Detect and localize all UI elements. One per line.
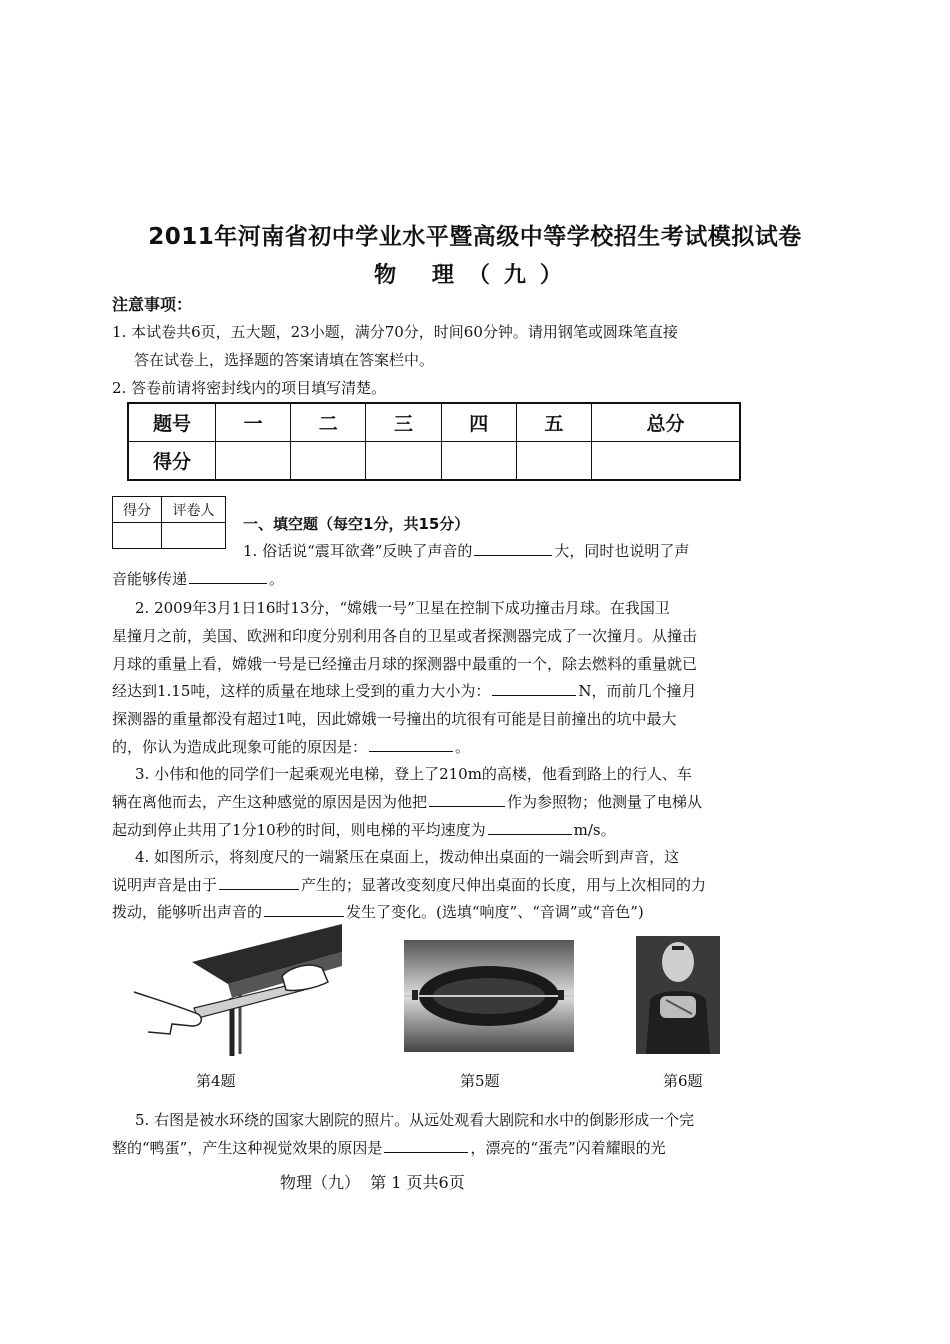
answer-blank[interactable] <box>488 820 572 835</box>
question-text: 起动到停止共用了1分10秒的时间，则电梯的平均速度为 <box>112 821 486 839</box>
ruler-desk-figure <box>132 922 344 1058</box>
answer-blank[interactable] <box>264 902 344 917</box>
question-2-line-3: 月球的重量上看，嫦娥一号是已经撞击月球的探测器中最重的一个，除去燃料的重量就已 <box>112 655 698 673</box>
score-cell-section-4: 四 <box>441 403 516 442</box>
exam-title: 2011年河南省初中学业水平暨高级中等学校招生考试模拟试卷 <box>148 224 802 250</box>
question-text: 作为参照物；他测量了电梯从 <box>507 793 703 811</box>
answer-blank[interactable] <box>474 541 552 556</box>
figure-6-caption: 第6题 <box>663 1072 703 1090</box>
answer-blank[interactable] <box>384 1138 468 1153</box>
question-5-line-1: 5. 右图是被水环绕的国家大剧院的照片。从远处观看大剧院和水中的倒影形成一个完 <box>135 1111 695 1129</box>
answer-blank[interactable] <box>219 875 299 890</box>
answer-blank[interactable] <box>189 569 267 584</box>
question-text: 拨动，能够听出声音的 <box>112 903 263 921</box>
question-text: 1. 俗话说“震耳欲聋”反映了声音的 <box>243 542 473 560</box>
notice-heading: 注意事项： <box>112 295 193 314</box>
question-text: 音能够传递 <box>112 570 188 588</box>
question-text: 。 <box>269 570 285 588</box>
question-3-line-2 <box>112 791 702 812</box>
grader-score-label: 得分 <box>113 497 162 523</box>
score-input-cell[interactable] <box>592 442 740 481</box>
question-text: 经达到1.15吨，这样的质量在地球上受到的重力大小为： <box>112 682 491 700</box>
grader-score-cell[interactable] <box>113 523 162 549</box>
question-text: m/s。 <box>573 821 616 839</box>
score-input-cell[interactable] <box>516 442 591 481</box>
score-input-cell[interactable] <box>441 442 516 481</box>
person-figure <box>636 936 720 1054</box>
question-text: 说明声音是由于 <box>112 876 218 894</box>
question-text: 大，同时也说明了声 <box>554 542 690 560</box>
grader-box <box>112 496 226 549</box>
answer-blank[interactable] <box>369 737 453 752</box>
answer-blank[interactable] <box>429 792 505 807</box>
score-cell-section-5: 五 <box>516 403 591 442</box>
question-5-line-2 <box>112 1137 666 1158</box>
question-2-line-5: 探测器的重量都没有超过1吨，因此嫦娥一号撞出的坑很有可能是目前撞出的坑中最大 <box>112 710 677 728</box>
question-text: 。 <box>455 738 471 756</box>
question-text: 整的“鸭蛋”，产生这种视觉效果的原因是 <box>112 1139 383 1157</box>
question-text: 发生了变化。(选填“响度”、“音调”或“音色”) <box>346 903 644 921</box>
score-cell-section-1: 一 <box>216 403 291 442</box>
question-2-line-1: 2. 2009年3月1日16时13分，“嫦娥一号”卫星在控制下成功撞击月球。在我国卫 <box>135 599 670 617</box>
score-table <box>127 402 741 481</box>
score-cell-question-label: 题号 <box>128 403 216 442</box>
grader-name-cell[interactable] <box>162 523 226 549</box>
score-input-cell[interactable] <box>291 442 366 481</box>
question-text: 的，你认为造成此现象可能的原因是： <box>112 738 368 756</box>
score-cell-total: 总分 <box>592 403 740 442</box>
question-text: 辆在离他而去，产生这种感觉的原因是因为他把 <box>112 793 428 811</box>
question-2-line-4 <box>112 680 697 701</box>
grader-name-label: 评卷人 <box>162 497 226 523</box>
question-1-line-2 <box>112 568 284 589</box>
score-table-header-row <box>128 403 740 442</box>
grand-theater-photo <box>404 940 574 1052</box>
figure-4-caption: 第4题 <box>196 1072 236 1090</box>
score-cell-section-2: 二 <box>291 403 366 442</box>
question-4-line-2 <box>112 874 706 895</box>
question-4-line-3 <box>112 901 644 922</box>
question-text: N，而前几个撞月 <box>578 682 697 700</box>
notice-item-1-line-1: 1. 本试卷共6页，五大题，23小题，满分70分，时间60分钟。请用钢笔或圆珠笔直接 <box>112 323 678 341</box>
score-cell-section-3: 三 <box>366 403 441 442</box>
section-1-heading: 一、填空题（每空1分，共15分） <box>243 515 470 533</box>
exam-subtitle: 物 理（九） <box>374 263 576 288</box>
question-2-line-2: 星撞月之前，美国、欧洲和印度分别利用各自的卫星或者探测器完成了一次撞月。从撞击 <box>112 627 698 645</box>
score-input-cell[interactable] <box>216 442 291 481</box>
figure-5-caption: 第5题 <box>460 1072 500 1090</box>
score-table-score-row <box>128 442 740 481</box>
question-text: ，漂亮的“蛋壳”闪着耀眼的光 <box>470 1139 666 1157</box>
question-2-line-6 <box>112 736 470 757</box>
question-3-line-3 <box>112 819 616 840</box>
answer-blank[interactable] <box>492 681 576 696</box>
score-input-cell[interactable] <box>366 442 441 481</box>
score-cell-score-label: 得分 <box>128 442 216 481</box>
question-3-line-1: 3. 小伟和他的同学们一起乘观光电梯，登上了210m的高楼，他看到路上的行人、车 <box>135 765 692 783</box>
page-footer: 物理（九） 第 1 页共6页 <box>280 1173 465 1192</box>
question-1-line-1 <box>243 540 689 561</box>
notice-item-1-line-2: 答在试卷上，选择题的答案请填在答案栏中。 <box>134 351 435 369</box>
notice-item-2: 2. 答卷前请将密封线内的项目填写清楚。 <box>112 379 387 397</box>
question-4-line-1: 4. 如图所示，将刻度尺的一端紧压在桌面上，拨动伸出桌面的一端会听到声音，这 <box>135 848 680 866</box>
question-text: 产生的；显著改变刻度尺伸出桌面的长度，用与上次相同的力 <box>301 876 707 894</box>
